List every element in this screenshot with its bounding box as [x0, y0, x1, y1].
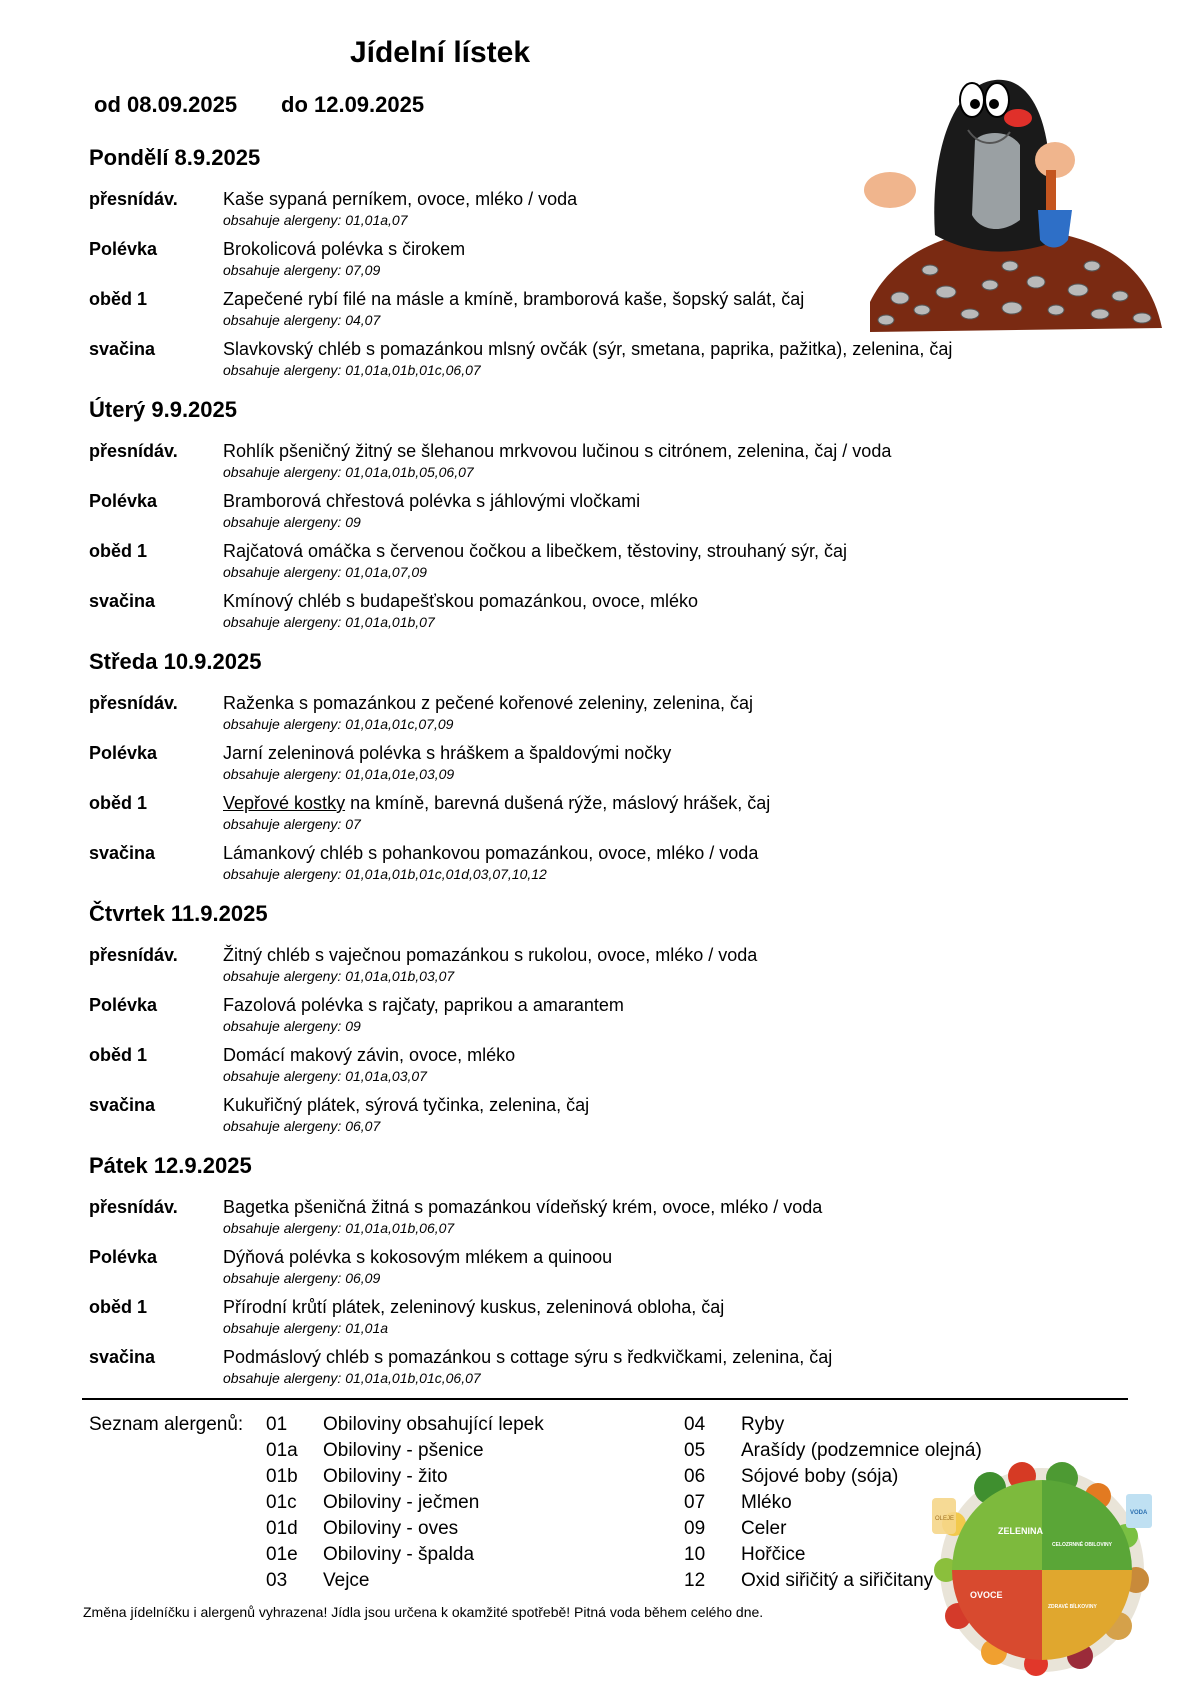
meal-label: oběd 1: [89, 1045, 148, 1065]
meal-label: Polévka: [89, 995, 158, 1015]
date-to: do 12.09.2025: [281, 92, 425, 117]
legend-code: 01a: [266, 1440, 298, 1461]
meal-row: [89, 239, 1089, 285]
legend-code: 07: [684, 1492, 706, 1513]
allergen-line: obsahuje alergeny: 04,07: [223, 312, 381, 328]
meal-text: Jarní zeleninová polévka s hráškem a špaldovými nočky: [223, 743, 672, 763]
legend-code: 10: [684, 1544, 706, 1565]
allergen-line: obsahuje alergeny: 01,01a,07,09: [223, 564, 427, 580]
meal-row: [89, 289, 1089, 335]
meal-text: Lámankový chléb s pohankovou pomazánkou, ovoce, mléko / voda: [223, 843, 759, 863]
meal-text: Raženka s pomazánkou z pečené kořenové zeleniny, zelenina, čaj: [223, 693, 753, 713]
meal-text: Kmínový chléb s budapešťskou pomazánkou, ovoce, mléko: [223, 591, 699, 611]
meal-row: [89, 441, 1089, 487]
page-title: Jídelní lístek: [349, 36, 531, 69]
day-heading: Pátek 12.9.2025: [89, 1153, 252, 1178]
meal-text: Rajčatová omáčka s červenou čočkou a libečkem, těstoviny, strouhaný sýr, čaj: [223, 541, 847, 561]
day-heading: Čtvrtek 11.9.2025: [89, 901, 268, 926]
legend-name: Ryby: [741, 1414, 785, 1435]
legend-name: Mléko: [741, 1492, 792, 1513]
meal-label: oběd 1: [89, 289, 148, 309]
legend-name: Obiloviny - špalda: [323, 1544, 475, 1565]
plate-label: VODA: [1130, 1510, 1148, 1516]
plate-label: OVOCE: [970, 1590, 1003, 1600]
meal-text: Brokolicová polévka s čirokem: [223, 239, 466, 259]
meal-row: [89, 793, 1089, 839]
legend-name: Obiloviny - ječmen: [323, 1492, 480, 1513]
legend-name: Obiloviny obsahující lepek: [323, 1414, 544, 1435]
meal-row: [89, 843, 1089, 889]
meal-row: [89, 743, 1089, 789]
underlined-dish: Vepřové kostky: [223, 793, 346, 813]
allergen-line: obsahuje alergeny: 01,01a: [223, 1320, 389, 1336]
allergen-line: obsahuje alergeny: 06,07: [223, 1118, 381, 1134]
meal-text: Zapečené rybí filé na másle a kmíně, bramborová kaše, šopský salát, čaj: [223, 289, 805, 309]
meal-text: Slavkovský chléb s pomazánkou mlsný ovčák (sýr, smetana, paprika, pažitka), zelenina, čaj: [223, 339, 953, 359]
day-heading: Pondělí 8.9.2025: [89, 145, 261, 170]
legend-code: 01b: [266, 1466, 298, 1487]
legend-name: Celer: [741, 1518, 787, 1539]
date-from: od 08.09.2025: [94, 92, 238, 117]
allergen-line: obsahuje alergeny: 01,01a,03,07: [223, 1068, 427, 1084]
meal-label: svačina: [89, 843, 156, 863]
meal-label: přesnídáv.: [89, 189, 178, 209]
meal-row: [89, 945, 1089, 991]
meal-text: [223, 793, 770, 814]
plate-label: ZDRAVÉ BÍLKOVINY: [1048, 1604, 1097, 1610]
meal-row: [89, 1347, 1089, 1393]
legend-name: Arašídy (podzemnice olejná): [741, 1440, 982, 1461]
allergen-line: obsahuje alergeny: 01,01a,07: [223, 212, 408, 228]
allergen-line: obsahuje alergeny: 01,01a,01b,01c,06,07: [223, 362, 481, 378]
allergen-line: obsahuje alergeny: 07,09: [223, 262, 381, 278]
meal-label: Polévka: [89, 491, 158, 511]
meal-text: Domácí makový závin, ovoce, mléko: [223, 1045, 516, 1065]
legend-code: 03: [266, 1570, 288, 1591]
meal-text: Dýňová polévka s kokosovým mlékem a quinoou: [223, 1247, 613, 1267]
meal-row: [89, 1045, 1089, 1091]
meal-row: [89, 1247, 1089, 1293]
meal-label: přesnídáv.: [89, 441, 178, 461]
legend-name: Obiloviny - pšenice: [323, 1440, 484, 1461]
meal-row: [89, 491, 1089, 537]
allergen-line: obsahuje alergeny: 07: [223, 816, 361, 832]
legend-code: 09: [684, 1518, 706, 1539]
meal-label: svačina: [89, 1347, 156, 1367]
allergen-line: obsahuje alergeny: 01,01a,01c,07,09: [223, 716, 454, 732]
plate-label: CELOZRNNÉ OBILOVINY: [1052, 1542, 1113, 1548]
meal-label: Polévka: [89, 1247, 158, 1267]
allergen-line: obsahuje alergeny: 09: [223, 514, 361, 530]
meal-text: Fazolová polévka s rajčaty, paprikou a amarantem: [223, 995, 624, 1015]
legend-code: 04: [684, 1414, 706, 1435]
meal-label: přesnídáv.: [89, 693, 178, 713]
legend-name: Hořčice: [741, 1544, 806, 1565]
day-heading: Úterý 9.9.2025: [89, 397, 237, 422]
meal-row: [89, 339, 1089, 385]
meal-text: Přírodní krůtí plátek, zeleninový kuskus, zeleninová obloha, čaj: [223, 1297, 725, 1317]
allergen-line: obsahuje alergeny: 01,01a,01b,06,07: [223, 1220, 455, 1236]
meal-label: Polévka: [89, 239, 158, 259]
meal-label: oběd 1: [89, 1297, 148, 1317]
allergen-line: obsahuje alergeny: 01,01a,01e,03,09: [223, 766, 455, 782]
allergen-line: obsahuje alergeny: 01,01a,01b,01c,06,07: [223, 1370, 481, 1386]
meal-text: Kukuřičný plátek, sýrová tyčinka, zelenina, čaj: [223, 1095, 590, 1115]
divider: [82, 1398, 1128, 1400]
meal-text: Bagetka pšeničná žitná s pomazánkou vídeňský krém, ovoce, mléko / voda: [223, 1197, 823, 1217]
meal-text: Rohlík pšeničný žitný se šlehanou mrkvovou lučinou s citrónem, zelenina, čaj / voda: [223, 441, 892, 461]
meal-text: Žitný chléb s vaječnou pomazánkou s rukolou, ovoce, mléko / voda: [223, 945, 758, 965]
legend-heading: Seznam alergenů:: [89, 1414, 244, 1435]
meal-label: svačina: [89, 591, 156, 611]
legend-code: 06: [684, 1466, 706, 1487]
meal-label: svačina: [89, 1095, 156, 1115]
meal-row: [89, 995, 1089, 1041]
legend-name: Obiloviny - žito: [323, 1466, 448, 1487]
allergen-line: obsahuje alergeny: 01,01a,01b,07: [223, 614, 435, 630]
meal-text: Kaše sypaná perníkem, ovoce, mléko / voda: [223, 189, 578, 209]
healthy-plate-illustration: [930, 1458, 1160, 1678]
allergen-line: obsahuje alergeny: 09: [223, 1018, 361, 1034]
legend-name: Obiloviny - oves: [323, 1518, 459, 1539]
allergen-line: obsahuje alergeny: 06,09: [223, 1270, 381, 1286]
meal-label: Polévka: [89, 743, 158, 763]
meal-label: přesnídáv.: [89, 1197, 178, 1217]
meal-row: [89, 1197, 1089, 1243]
allergen-line: obsahuje alergeny: 01,01a,01b,05,06,07: [223, 464, 474, 480]
meal-row: [89, 189, 1089, 235]
legend-code: 01d: [266, 1518, 298, 1539]
legend-code: 01: [266, 1414, 288, 1435]
meal-label: přesnídáv.: [89, 945, 178, 965]
day-heading: Středa 10.9.2025: [89, 649, 262, 674]
plate-label: OLEJE: [935, 1516, 955, 1522]
meal-label: svačina: [89, 339, 156, 359]
legend-name: Vejce: [323, 1570, 370, 1591]
meal-text: Bramborová chřestová polévka s jáhlovými vločkami: [223, 491, 641, 511]
legend-name: Sójové boby (sója): [741, 1466, 899, 1487]
meal-label: oběd 1: [89, 541, 148, 561]
allergen-line: obsahuje alergeny: 01,01a,01b,03,07: [223, 968, 455, 984]
meal-row: [89, 541, 1089, 587]
meal-row: [89, 591, 1089, 637]
meal-row: [89, 1297, 1089, 1343]
dish-rest: na kmíně, barevná dušená rýže, máslový hrášek, čaj: [345, 793, 771, 813]
footer-note: Změna jídelníčku i alergenů vyhrazena! Jídla jsou určena k okamžité spotřebě! Pitná voda během celého dne.: [83, 1604, 764, 1620]
meal-row: [89, 693, 1089, 739]
legend-code: 12: [684, 1570, 706, 1591]
meal-text: Podmáslový chléb s pomazánkou s cottage sýru s ředkvičkami, zelenina, čaj: [223, 1347, 833, 1367]
meal-row: [89, 1095, 1089, 1141]
legend-code: 01c: [266, 1492, 297, 1513]
meal-label: oběd 1: [89, 793, 148, 813]
legend-name: Oxid siřičitý a siřičitany: [741, 1570, 934, 1591]
allergen-line: obsahuje alergeny: 01,01a,01b,01c,01d,03,07,10,12: [223, 866, 547, 882]
plate-label: ZELENINA: [998, 1526, 1043, 1536]
legend-code: 01e: [266, 1544, 298, 1565]
legend-code: 05: [684, 1440, 706, 1461]
